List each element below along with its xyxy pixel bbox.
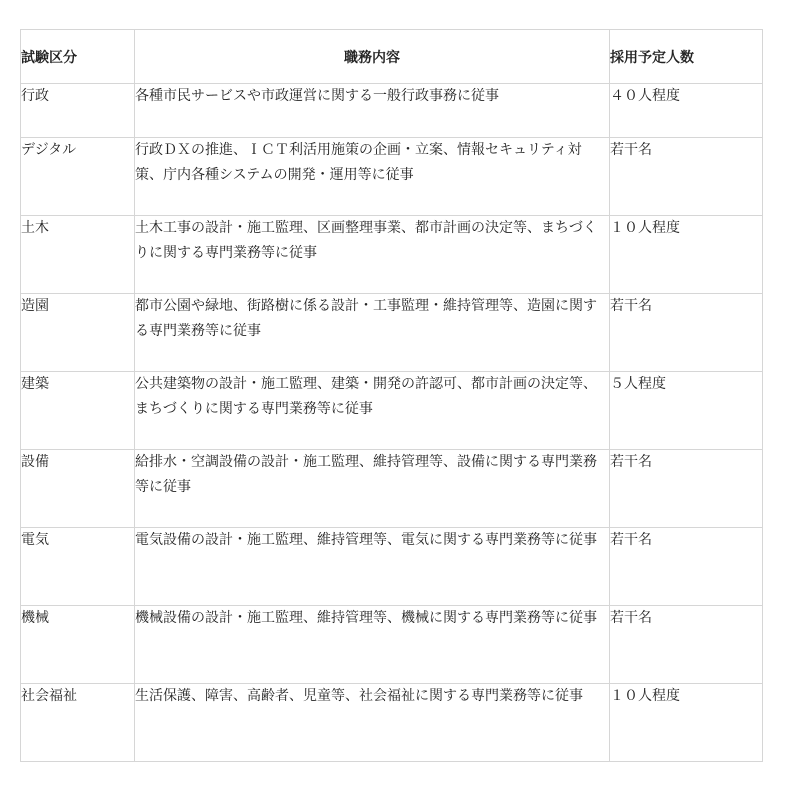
duties-cell: 各種市民サービスや市政運営に関する一般行政事務に従事 xyxy=(135,84,610,138)
planned-hires-cell: １０人程度 xyxy=(610,216,763,294)
duties-cell: 都市公園や緑地、街路樹に係る設計・工事監理・維持管理等、造園に関する専門業務等に従事 xyxy=(135,294,610,372)
recruitment-table xyxy=(20,29,763,762)
duties-cell: 公共建築物の設計・施工監理、建築・開発の許認可、都市計画の決定等、まちづくりに関する専門業務等に従事 xyxy=(135,372,610,450)
planned-hires-cell: 若干名 xyxy=(610,528,763,606)
table-row xyxy=(21,138,763,216)
header-duties: 職務内容 xyxy=(135,30,610,84)
planned-hires-cell: 若干名 xyxy=(610,138,763,216)
category-cell: 電気 xyxy=(21,528,135,606)
header-category: 試験区分 xyxy=(21,30,135,84)
table-row xyxy=(21,294,763,372)
table-row xyxy=(21,606,763,684)
table-row xyxy=(21,216,763,294)
planned-hires-cell: 若干名 xyxy=(610,294,763,372)
duties-cell: 機械設備の設計・施工監理、維持管理等、機械に関する専門業務等に従事 xyxy=(135,606,610,684)
duties-cell: 土木工事の設計・施工監理、区画整理事業、都市計画の決定等、まちづくりに関する専門業務等に従事 xyxy=(135,216,610,294)
table-header-row xyxy=(21,30,763,84)
planned-hires-cell: ５人程度 xyxy=(610,372,763,450)
table-row xyxy=(21,684,763,762)
category-cell: 設備 xyxy=(21,450,135,528)
table-row xyxy=(21,372,763,450)
table-row xyxy=(21,450,763,528)
category-cell: 行政 xyxy=(21,84,135,138)
duties-cell: 生活保護、障害、高齢者、児童等、社会福祉に関する専門業務等に従事 xyxy=(135,684,610,762)
planned-hires-cell: ４０人程度 xyxy=(610,84,763,138)
category-cell: 機械 xyxy=(21,606,135,684)
category-cell: デジタル xyxy=(21,138,135,216)
category-cell: 土木 xyxy=(21,216,135,294)
category-cell: 建築 xyxy=(21,372,135,450)
table-row xyxy=(21,84,763,138)
category-cell: 社会福祉 xyxy=(21,684,135,762)
header-planned-hires: 採用予定人数 xyxy=(610,30,763,84)
category-cell: 造園 xyxy=(21,294,135,372)
planned-hires-cell: 若干名 xyxy=(610,450,763,528)
planned-hires-cell: １０人程度 xyxy=(610,684,763,762)
table-row xyxy=(21,528,763,606)
duties-cell: 電気設備の設計・施工監理、維持管理等、電気に関する専門業務等に従事 xyxy=(135,528,610,606)
planned-hires-cell: 若干名 xyxy=(610,606,763,684)
duties-cell: 行政ＤＸの推進、ＩＣＴ利活用施策の企画・立案、情報セキュリティ対策、庁内各種システムの開発・運用等に従事 xyxy=(135,138,610,216)
duties-cell: 給排水・空調設備の設計・施工監理、維持管理等、設備に関する専門業務等に従事 xyxy=(135,450,610,528)
